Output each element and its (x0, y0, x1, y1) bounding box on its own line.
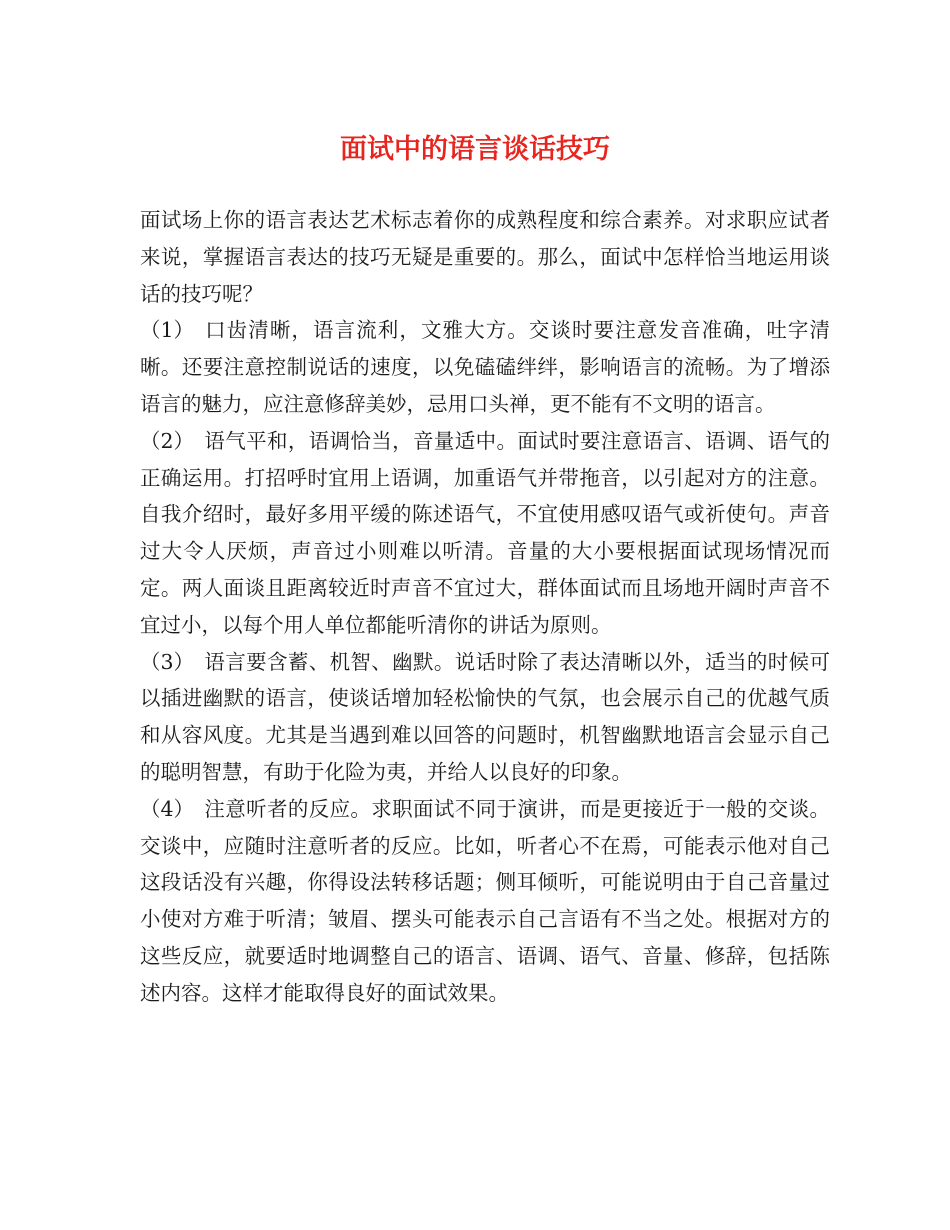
point-text: 语言要含蓄、机智、幽默。说话时除了表达清晰以外，适当的时候可以插进幽默的语言，使谈话增加轻松愉快的气氛，也会展示自己的优越气质和从容风度。尤其是当遇到难以回答的问题时，机智幽默地语言会显示自己的聪明智慧，有助于化险为夷，并给人以良好的印象。 (140, 649, 830, 784)
point-text: 口齿清晰，语言流利，文雅大方。交谈时要注意发音准确，吐字清晰。还要注意控制说话的速度，以免磕磕绊绊，影响语言的流畅。为了增添语言的魅力，应注意修辞美妙，忌用口头禅，更不能有不文明的语言。 (140, 318, 830, 416)
point-number: （2） (140, 428, 195, 453)
point-paragraph-3 (140, 644, 830, 791)
intro-paragraph: 面试场上你的语言表达艺术标志着你的成熟程度和综合素养。对求职应试者来说，掌握语言表达的技巧无疑是重要的。那么，面试中怎样恰当地运用谈话的技巧呢？ (140, 208, 830, 306)
document-body (140, 202, 830, 1012)
point-number: （3） (140, 649, 195, 674)
point-text: 语气平和，语调恰当，音量适中。面试时要注意语言、语调、语气的正确运用。打招呼时宜用上语调，加重语气并带拖音，以引起对方的注意。自我介绍时，最好多用平缓的陈述语气，不宜使用感叹语气或祈使句。声音过大令人厌烦，声音过小则难以听清。音量的大小要根据面试现场情况而定。两人面谈且距离较近时声音不宜过大，群体面试而且场地开阔时声音不宜过小，以每个用人单位都能听清你的讲话为原则。 (140, 428, 830, 637)
point-number: （1） (140, 318, 195, 343)
point-paragraph-2 (140, 423, 830, 644)
point-number: （4） (140, 796, 195, 821)
point-paragraph-1 (140, 312, 830, 422)
point-text: 注意听者的反应。求职面试不同于演讲，而是更接近于一般的交谈。交谈中，应随时注意听者的反应。比如，听者心不在焉，可能表示他对自己这段话没有兴趣，你得设法转移话题；侧耳倾听，可能说明由于自己音量过小使对方难于听清；皱眉、摆头可能表示自己言语有不当之处。根据对方的这些反应，就要适时地调整自己的语言、语调、语气、音量、修辞，包括陈述内容。这样才能取得良好的面试效果。 (140, 796, 830, 1005)
point-paragraph-4 (140, 791, 830, 1012)
document-title: 面试中的语言谈话技巧 (340, 134, 610, 165)
